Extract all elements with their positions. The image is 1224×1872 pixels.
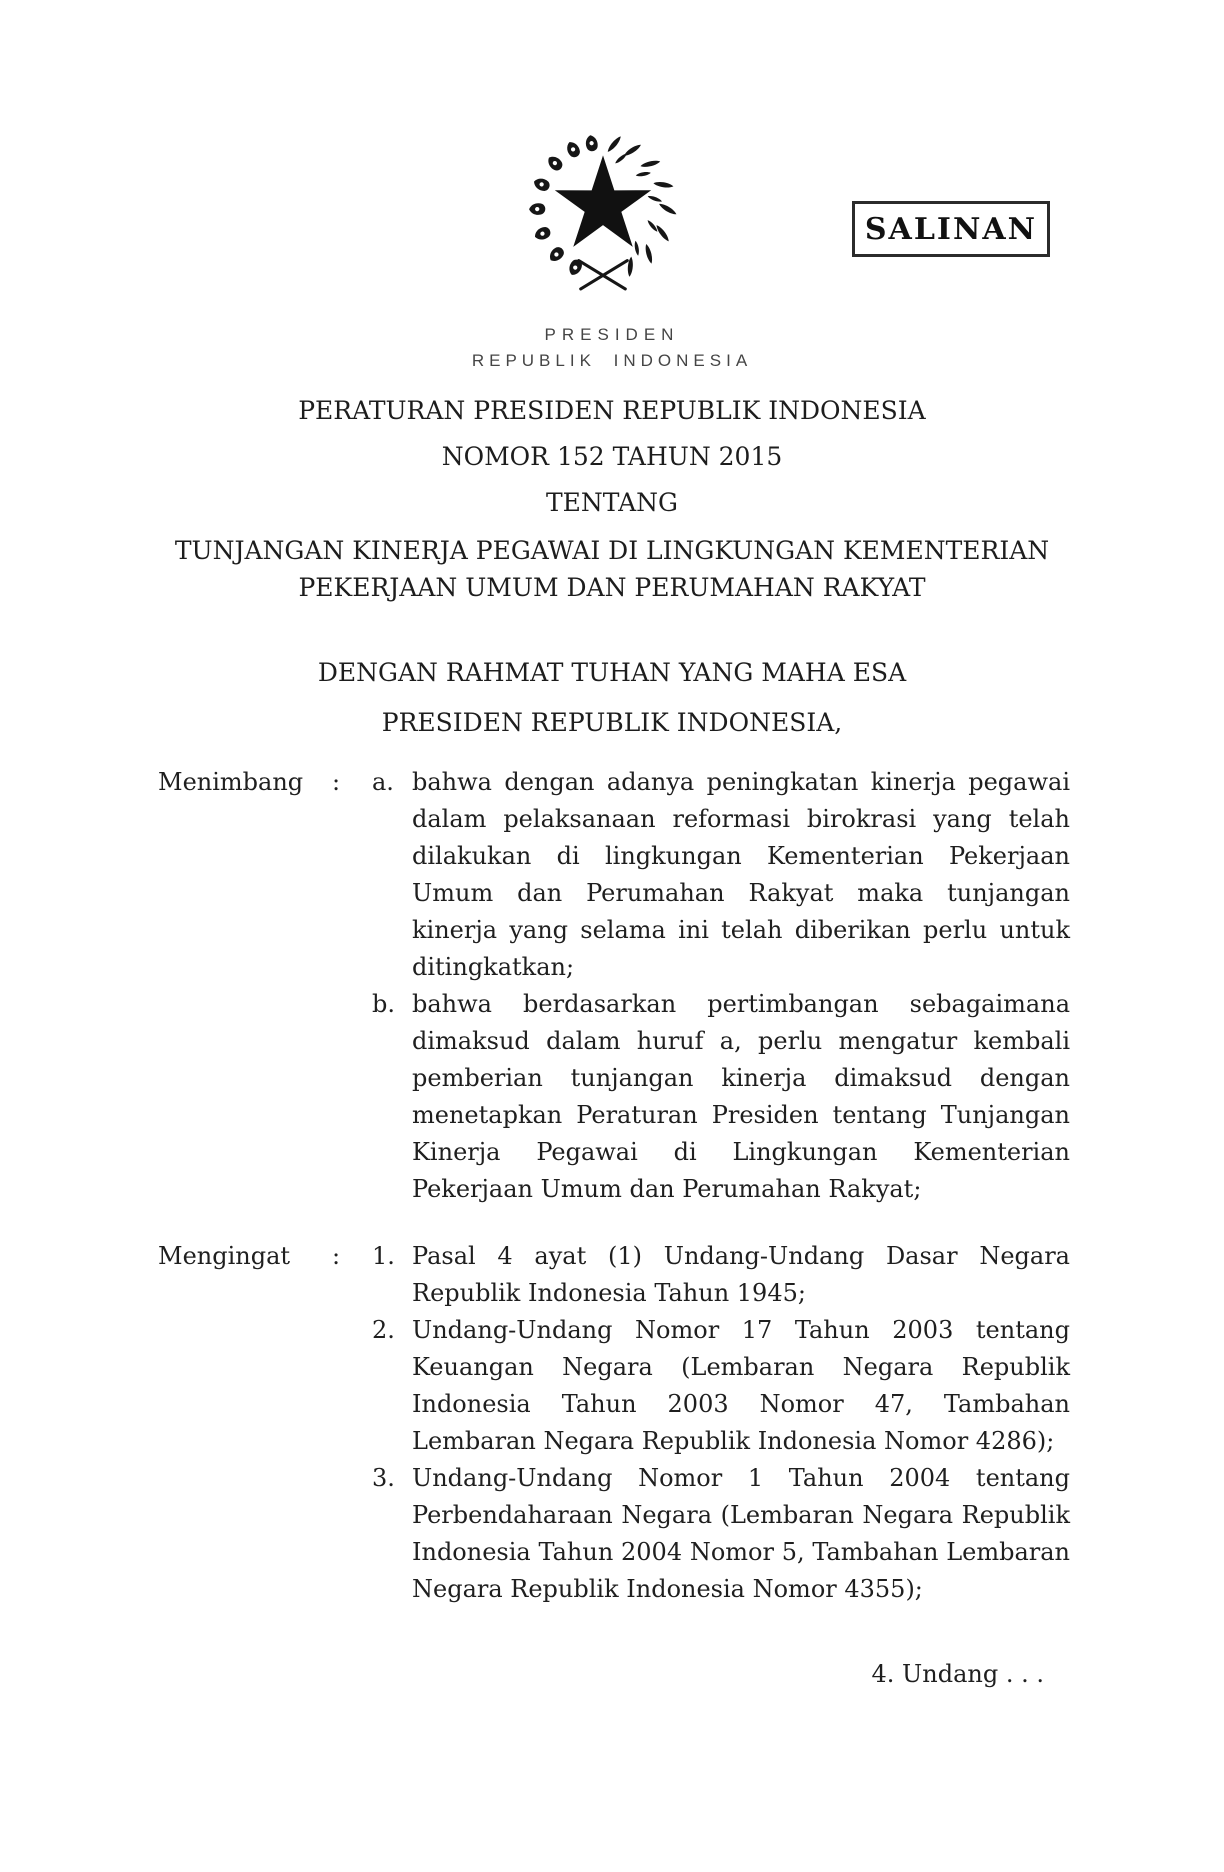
heading-subject-line2: PEKERJAAN UMUM DAN PERUMAHAN RAKYAT (298, 573, 926, 602)
salinan-stamp-label: SALINAN (864, 211, 1038, 247)
clauses (158, 764, 1070, 1608)
item-marker: a. (372, 768, 394, 796)
list-item (372, 986, 1070, 1208)
heading-number: NOMOR 152 TAHUN 2015 (441, 442, 783, 471)
item-marker: 3. (372, 1464, 395, 1492)
section-label: Menimbang (158, 768, 304, 796)
list-item (372, 1312, 1070, 1460)
item-marker: b. (372, 990, 395, 1018)
section-menimbang (158, 764, 1070, 1208)
heading-invocation: DENGAN RAHMAT TUHAN YANG MAHA ESA (317, 658, 907, 687)
page-catchword: 4. Undang . . . (871, 1660, 1044, 1688)
list-item (372, 764, 1070, 986)
item-marker: 2. (372, 1316, 395, 1344)
item-text: Undang-Undang Nomor 1 Tahun 2004 tentang Perbendaharaan Negara (Lembaran Negara Republik Indonesia Tahun 2004 Nomor 5, Tambahan Lembaran Negara Republik Indonesia Nomor 4355); (412, 1464, 1070, 1603)
list-item (372, 1460, 1070, 1608)
heading-doc-type: PERATURAN PRESIDEN REPUBLIK INDONESIA (298, 396, 926, 425)
heading-subject-line1: TUNJANGAN KINERJA PEGAWAI DI LINGKUNGAN KEMENTERIAN (174, 536, 1050, 565)
item-text: bahwa berdasarkan pertimbangan sebagaimana dimaksud dalam huruf a, perlu mengatur kembali pemberian tunjangan kinerja dimaksud dengan menetapkan Peraturan Presiden tentang Tunjangan Kinerja Pegawai di Lingkungan Kementerian Pekerjaan Umum dan Perumahan Rakyat; (412, 990, 1070, 1203)
heading-about-label: TENTANG (545, 488, 678, 517)
letterhead-line-2: REPUBLIK INDONESIA (471, 351, 753, 370)
section-colon: : (332, 768, 341, 796)
heading-issuer: PRESIDEN REPUBLIK INDONESIA, (381, 708, 843, 737)
section-colon: : (332, 1242, 341, 1270)
item-text: Pasal 4 ayat (1) Undang-Undang Dasar Negara Republik Indonesia Tahun 1945; (412, 1242, 1070, 1307)
section-items (372, 764, 1070, 1208)
section-label: Mengingat (158, 1242, 291, 1270)
document-heading (76, 396, 1148, 738)
item-text: Undang-Undang Nomor 17 Tahun 2003 tentang Keuangan Negara (Lembaran Negara Republik Indonesia Tahun 2003 Nomor 47, Tambahan Lembaran Negara Republik Indonesia Nomor 4286); (412, 1316, 1070, 1455)
section-items (372, 1238, 1070, 1608)
list-item (372, 1238, 1070, 1312)
item-marker: 1. (372, 1242, 395, 1270)
letterhead-line-1: PRESIDEN (544, 325, 680, 344)
letterhead (0, 322, 1224, 374)
item-text: bahwa dengan adanya peningkatan kinerja pegawai dalam pelaksanaan reformasi birokrasi yang telah dilakukan di lingkungan Kementerian Pekerjaan Umum dan Perumahan Rakyat maka tunjangan kinerja yang selama ini telah diberikan perlu untuk ditingkatkan; (412, 768, 1070, 981)
salinan-stamp (852, 201, 1050, 257)
presidential-emblem-icon (520, 124, 686, 300)
section-mengingat (158, 1238, 1070, 1608)
